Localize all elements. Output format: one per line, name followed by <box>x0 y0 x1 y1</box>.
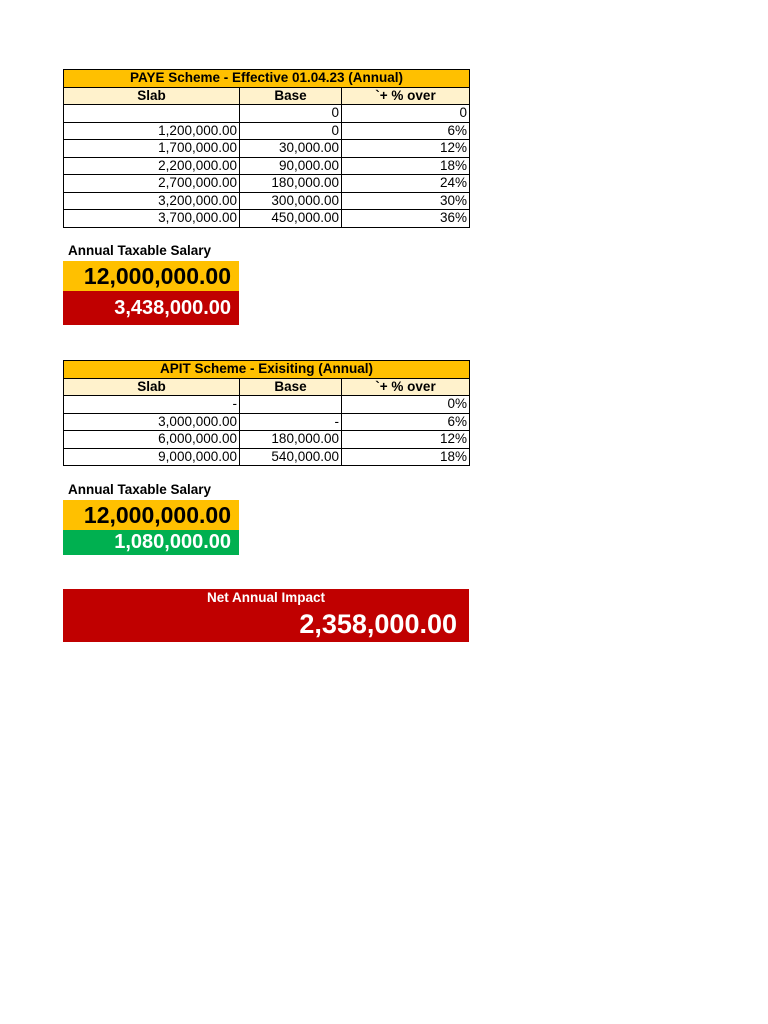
apit-header-base: Base <box>240 378 342 396</box>
paye-table <box>63 69 470 228</box>
percent-cell: 30% <box>342 192 470 210</box>
paye-tax-value: 3,438,000.00 <box>63 291 239 325</box>
slab-cell: 9,000,000.00 <box>64 448 240 466</box>
table-row <box>64 448 470 466</box>
slab-cell: - <box>64 396 240 414</box>
base-cell: - <box>240 413 342 431</box>
paye-salary-value: 12,000,000.00 <box>63 261 239 291</box>
percent-cell: 18% <box>342 157 470 175</box>
paye-header-slab: Slab <box>64 87 240 105</box>
percent-cell: 36% <box>342 210 470 228</box>
table-row <box>64 140 470 158</box>
slab-cell: 3,700,000.00 <box>64 210 240 228</box>
base-cell <box>240 396 342 414</box>
base-cell: 90,000.00 <box>240 157 342 175</box>
table-row <box>64 175 470 193</box>
paye-salary-label: Annual Taxable Salary <box>68 243 212 258</box>
slab-cell: 1,700,000.00 <box>64 140 240 158</box>
percent-cell: 6% <box>342 122 470 140</box>
percent-cell: 6% <box>342 413 470 431</box>
table-row <box>64 105 470 123</box>
table-row <box>64 210 470 228</box>
slab-cell: 3,200,000.00 <box>64 192 240 210</box>
base-cell: 450,000.00 <box>240 210 342 228</box>
base-cell: 30,000.00 <box>240 140 342 158</box>
table-row <box>64 122 470 140</box>
slab-cell: 1,200,000.00 <box>64 122 240 140</box>
apit-salary-label: Annual Taxable Salary <box>68 482 212 497</box>
apit-header-slab: Slab <box>64 378 240 396</box>
paye-table-title: PAYE Scheme - Effective 01.04.23 (Annual) <box>64 70 470 88</box>
percent-cell: 18% <box>342 448 470 466</box>
apit-salary-value: 12,000,000.00 <box>63 500 239 530</box>
table-row <box>64 396 470 414</box>
slab-cell: 2,200,000.00 <box>64 157 240 175</box>
percent-cell: 12% <box>342 140 470 158</box>
percent-cell: 0% <box>342 396 470 414</box>
base-cell: 540,000.00 <box>240 448 342 466</box>
apit-header-percent-over: `+ % over <box>342 378 470 396</box>
base-cell: 180,000.00 <box>240 175 342 193</box>
net-impact-box <box>63 589 469 642</box>
base-cell: 180,000.00 <box>240 431 342 449</box>
paye-header-percent-over: `+ % over <box>342 87 470 105</box>
paye-header-base: Base <box>240 87 342 105</box>
net-impact-value: 2,358,000.00 <box>299 609 457 639</box>
apit-table <box>63 360 470 466</box>
slab-cell: 2,700,000.00 <box>64 175 240 193</box>
base-cell: 0 <box>240 122 342 140</box>
base-cell: 0 <box>240 105 342 123</box>
slab-cell <box>64 105 240 123</box>
table-row <box>64 431 470 449</box>
slab-cell: 3,000,000.00 <box>64 413 240 431</box>
percent-cell: 12% <box>342 431 470 449</box>
percent-cell: 0 <box>342 105 470 123</box>
table-row <box>64 413 470 431</box>
apit-tax-value: 1,080,000.00 <box>63 530 239 555</box>
net-impact-label: Net Annual Impact <box>206 590 325 605</box>
table-row <box>64 192 470 210</box>
apit-table-title: APIT Scheme - Exisiting (Annual) <box>64 361 470 379</box>
base-cell: 300,000.00 <box>240 192 342 210</box>
slab-cell: 6,000,000.00 <box>64 431 240 449</box>
percent-cell: 24% <box>342 175 470 193</box>
table-row <box>64 157 470 175</box>
